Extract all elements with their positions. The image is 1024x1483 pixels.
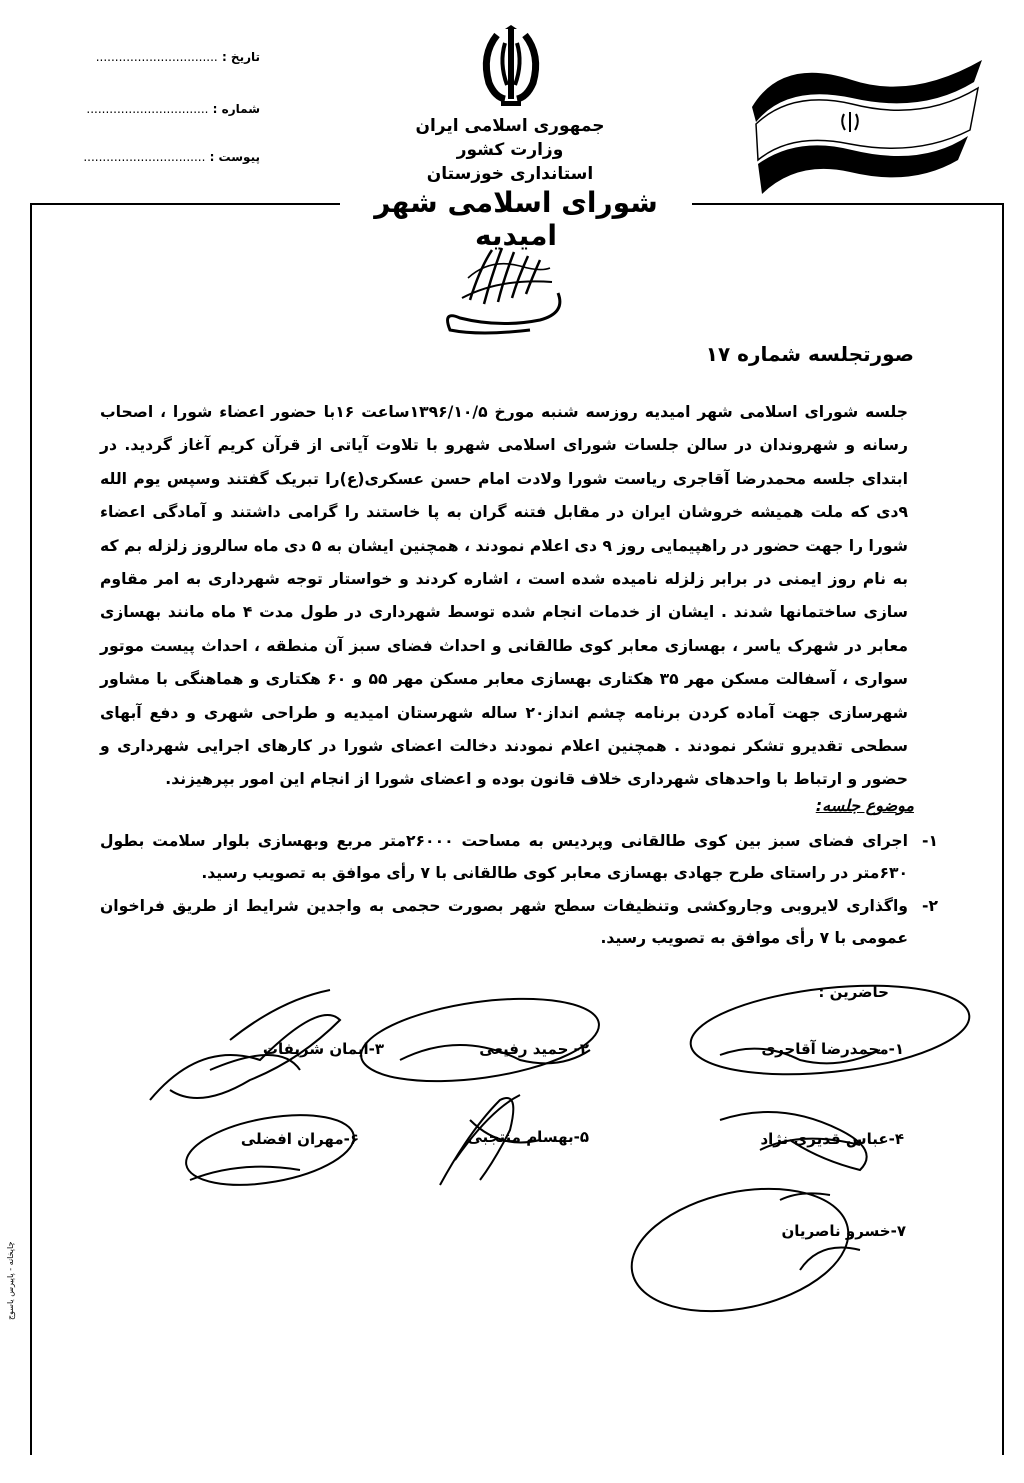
- signatory-name: ۵-بهسام منتجبی: [467, 1128, 589, 1146]
- signatory-name: ۶-مهران افضلی: [240, 1130, 359, 1148]
- signatory-name: ۲- حمید رفیعی: [479, 1040, 589, 1058]
- header-republic: جمهوری اسلامی ایران: [415, 116, 605, 136]
- number-dots: ................................: [86, 102, 209, 116]
- date-label: تاریخ :: [221, 50, 260, 64]
- printer-mark: چاپخانه - پاپیرس یاسوج: [6, 1241, 15, 1320]
- attachment-field: [30, 150, 260, 164]
- signatory-name: ۳-ایمان شریفات: [262, 1040, 384, 1058]
- date-field: [30, 50, 260, 64]
- agenda-item-number: ۱-: [921, 832, 938, 850]
- subject-label: موضوع جلسه:: [815, 796, 914, 815]
- agenda-item-text: واگذاری لایروبی وجاروکشی وتنظیفات سطح شهر بصورت حجمی به واجدین شرایط از طریق فراخوان عمومی با ۷ رأی موافق به تصویب رسید.: [100, 897, 908, 947]
- council-title: شورای اسلامی شهر امیدیه: [340, 186, 692, 252]
- agenda-item-number: ۲-: [921, 897, 938, 915]
- date-dots: ................................: [95, 50, 218, 64]
- present-label: حاضرین :: [818, 983, 889, 1001]
- number-field: [30, 102, 260, 116]
- signatory-name: ۷-خسرو ناصریان: [781, 1222, 906, 1240]
- agenda-item-text: اجرای فضای سبز بین کوی طالقانی وپردیس به مساحت ۲۶۰۰۰متر مربع وبهسازی بلوار سلامت بطول ۶۳۰متر در راستای طرح جهادی بهسازی معابر کوی طالقانی با ۷ رأی موافق به تصویب رسید.: [100, 832, 908, 882]
- attachment-dots: ................................: [83, 150, 206, 164]
- basmala-calligraphy: [440, 238, 570, 338]
- minutes-title: صورتجلسه شماره ۱۷: [705, 342, 914, 366]
- attachment-label: پیوست :: [209, 150, 260, 164]
- signatory-name: ۴-عباس قدیری نژاد: [760, 1130, 904, 1148]
- agenda-item: [100, 890, 938, 954]
- signatory-name: ۱-محمدرضا آقاجری: [761, 1040, 904, 1058]
- iran-emblem-icon: [475, 25, 547, 109]
- iran-flag-icon: [742, 52, 992, 202]
- header-governorate: استانداری خوزستان: [426, 164, 594, 184]
- minutes-body: جلسه شورای اسلامی شهر امیدیه روزسه شنبه مورخ ۱۳۹۶/۱۰/۵ساعت ۱۶با حضور اعضاء شورا ، اصحاب رسانه و شهروندان در سالن جلسات شورای اسلامی شهرو با تلاوت آیاتی از قرآن کریم آغاز گردید. در ابتدای جلسه محمدرضا آقاجری ریاست شورا ولادت امام حسن عسکری(ع)را تبریک گفتند وسپس یوم الله ۹دی که ملت همیشه خروشان ایران در مقابل فتنه گران به پا خاستند را گرامی داشتند و آمادگی اعضاء شورا را جهت حضور در راهپیمایی روز ۹ دی اعلام نمودند ، همچنین ایشان به ۵ دی ماه سالروز زلزله بم که به نام روز ایمنی در برابر زلزله نامیده شده است ، اشاره کردند و خواستار توجه شهرداری به امر مقاوم سازی ساختمانها شدند . ایشان از خدمات انجام شده توسط شهرداری در طول مدت ۴ ماه مانند بهسازی معابر در شهرک یاسر ، بهسازی معابر کوی طالقانی و احداث فضای سبز آن منطقه ، احداث پیست موتور سواری ، آسفالت مسکن مهر ۳۵ هکتاری بهسازی معابر مسکن مهر ۵۵ و ۶۰ هکتاری و هماهنگی با مشاور شهرسازی جهت آماده کردن برنامه چشم انداز۲۰ ساله شهرستان امیدیه و طراحی شهری و دفع آبهای سطحی تقدیرو تشکر نمودند . همچنین اعلام نمودند دخالت اعضای شورا در کارهای اجرایی شهرداری و حضور و ارتباط با واحدهای شهرداری خلاف قانون بوده و اعضای شورا از انجام این امور بپرهیزند.: [100, 403, 908, 789]
- agenda-item: [100, 825, 938, 889]
- header-ministry: وزارت کشور: [456, 140, 564, 160]
- number-label: شماره :: [212, 102, 260, 116]
